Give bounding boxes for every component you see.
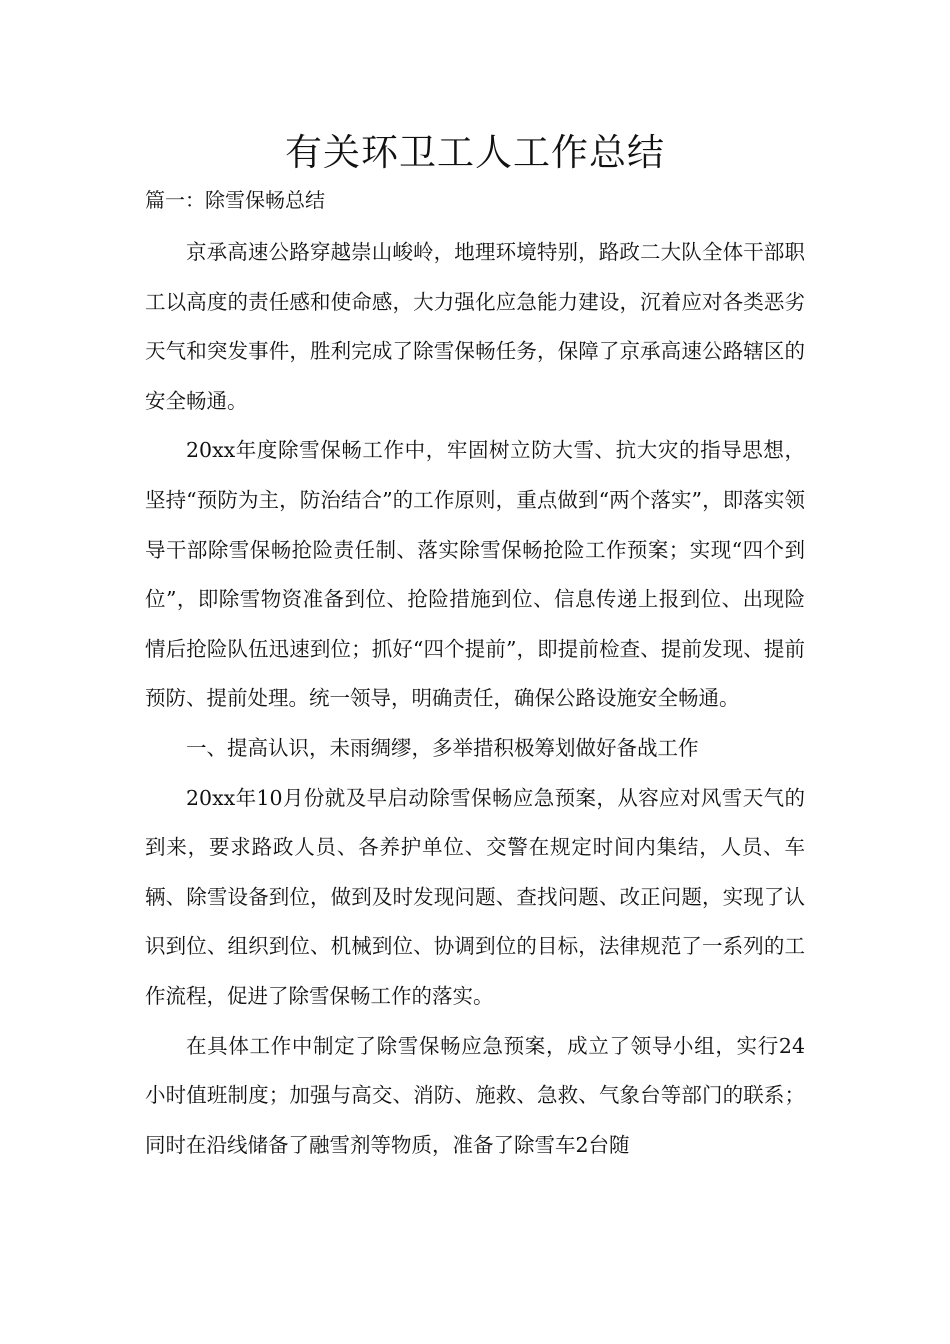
paragraph-4: 20xx年10月份就及早启动除雪保畅应急预案，从容应对风雪天气的到来，要求路政人员、各养护单位、交警在规定时间内集结，人员、车辆、除雪设备到位，做到及时发现问题、查找问题、改正问题，实现了认识到位、组织到位、机械到位、协调到位的目标，法律规范了一系列的工作流程，促进了除雪保畅工作的落实。 [145, 785, 805, 1008]
section-heading: 篇一：除雪保畅总结 [145, 188, 325, 212]
paragraph-1: 京承高速公路穿越崇山峻岭，地理环境特别，路政二大队全体干部职工以高度的责任感和使命感，大力强化应急能力建设，沉着应对各类恶劣天气和突发事件，胜利完成了除雪保畅任务，保障了京承高速公路辖区的安全畅通。 [145, 240, 805, 413]
document-title: 有关环卫工人工作总结 [285, 131, 665, 174]
paragraph-2: 20xx年度除雪保畅工作中，牢固树立防大雪、抗大灾的指导思想，坚持“预防为主，防治结合”的工作原则，重点做到“两个落实”，即落实领导干部除雪保畅抢险责任制、落实除雪保畅抢险工作预案；实现“四个到位”，即除雪物资准备到位、抢险措施到位、信息传递上报到位、出现险情后抢险队伍迅速到位；抓好“四个提前”，即提前检查、提前发现、提前预防、提前处理。统一领导，明确责任，确保公路设施安全畅通。 [145, 438, 805, 711]
document-body [145, 228, 805, 1170]
paragraph-3-heading: 一、提高认识，未雨绸缪，多举措积极筹划做好备战工作 [186, 735, 699, 760]
paragraph-5: 在具体工作中制定了除雪保畅应急预案，成立了领导小组，实行24小时值班制度；加强与高交、消防、施救、急救、气象台等部门的联系；同时在沿线储备了融雪剂等物质，准备了除雪车2台随 [145, 1033, 805, 1157]
